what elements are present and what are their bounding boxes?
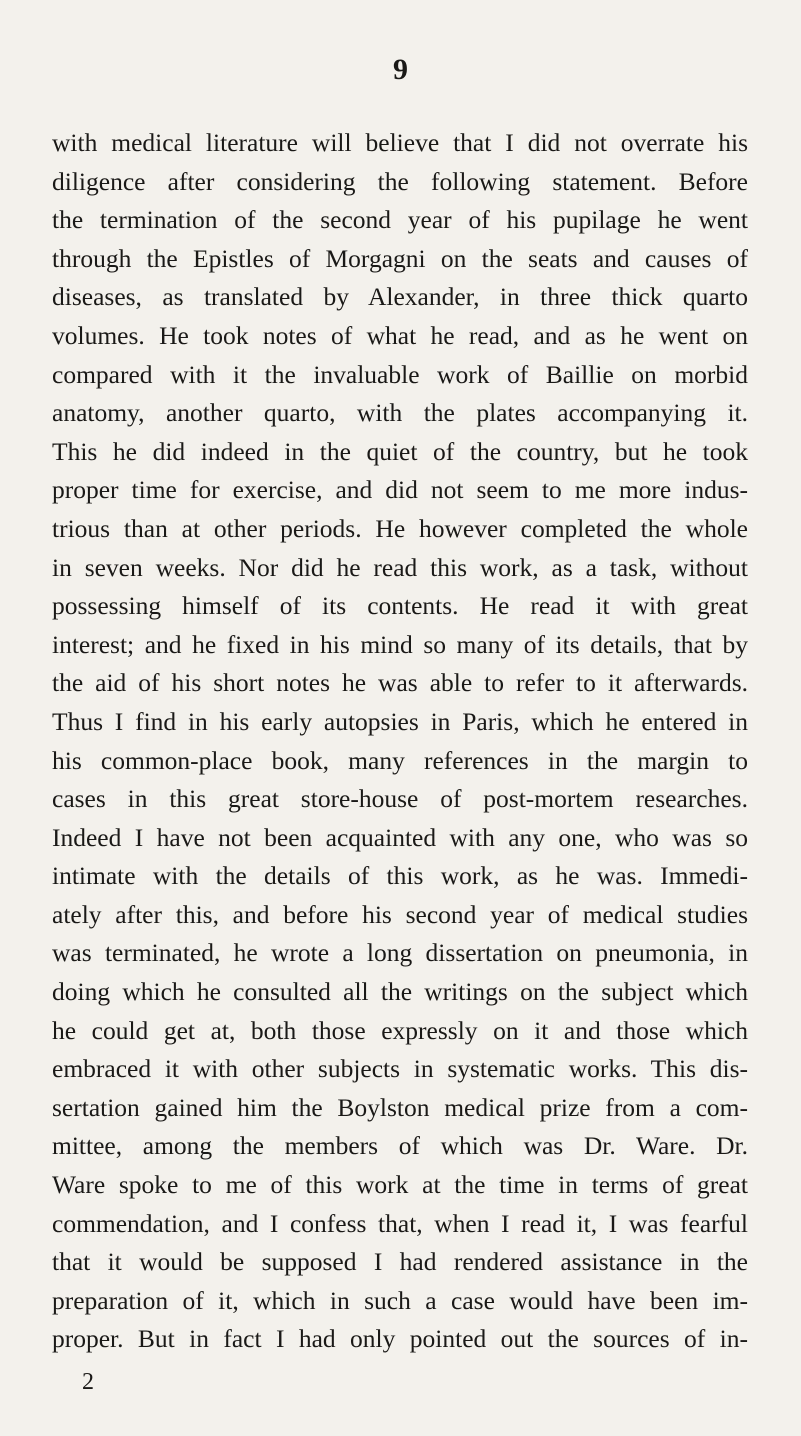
text-line: diseases, as translated by Alexander, in three thick quarto xyxy=(52,282,748,312)
text-line: in seven weeks. Nor did he read this work, as a task, without xyxy=(52,552,748,582)
text-line: trious than at other periods. He however completed the whole xyxy=(52,513,748,543)
text-line: the aid of his short notes he was able to refer to it afterwards. xyxy=(52,668,748,698)
text-line: compared with it the invaluable work of Baillie on morbid xyxy=(52,359,748,389)
text-line: Ware spoke to me of this work at the time in terms of great xyxy=(52,1170,748,1200)
page-number: 9 xyxy=(393,53,408,86)
text-line: intimate with the details of this work, as he was. Immedi- xyxy=(52,861,748,891)
text-line: embraced it with other subjects in systematic works. This dis- xyxy=(52,1054,748,1084)
text-line: interest; and he fixed in his mind so many of its details, that by xyxy=(52,629,748,659)
text-line: he could get at, both those expressly on it and those which xyxy=(52,1015,748,1045)
text-line: the termination of the second year of his pupilage he went xyxy=(52,205,748,235)
text-line: Thus I find in his early autopsies in Paris, which he entered in xyxy=(52,706,748,736)
text-line: preparation of it, which in such a case would have been im- xyxy=(52,1285,748,1315)
text-line: anatomy, another quarto, with the plates accompanying it. xyxy=(52,398,748,428)
text-line: volumes. He took notes of what he read, and as he went on xyxy=(52,320,748,350)
text-line: This he did indeed in the quiet of the country, but he took xyxy=(52,436,748,466)
text-line: proper. But in fact I had only pointed out the sources of in- xyxy=(52,1324,748,1354)
body-text xyxy=(52,124,748,1359)
text-line: cases in this great store-house of post-mortem researches. xyxy=(52,784,748,814)
text-line: with medical literature will believe that I did not overrate his xyxy=(52,128,748,157)
text-line: that it would be supposed I had rendered assistance in the xyxy=(52,1247,748,1277)
text-line: commendation, and I confess that, when I read it, I was fearful xyxy=(52,1208,748,1238)
text-line: proper time for exercise, and did not seem to me more indus- xyxy=(52,475,748,505)
text-line: ately after this, and before his second year of medical studies xyxy=(52,899,748,929)
text-line: mittee, among the members of which was Dr. Ware. Dr. xyxy=(52,1131,748,1161)
signature-mark: 2 xyxy=(82,1369,94,1395)
text-line: Indeed I have not been acquainted with any one, who was so xyxy=(52,822,748,852)
text-line: his common-place book, many references in the margin to xyxy=(52,745,748,775)
text-line: sertation gained him the Boylston medical prize from a com- xyxy=(52,1092,748,1122)
text-line: doing which he consulted all the writings on the subject which xyxy=(52,977,748,1007)
text-line: through the Epistles of Morgagni on the seats and causes of xyxy=(52,243,748,273)
text-line: possessing himself of its contents. He read it with great xyxy=(52,591,748,621)
text-line: diligence after considering the following statement. Before xyxy=(52,166,748,196)
text-line: was terminated, he wrote a long dissertation on pneumonia, in xyxy=(52,938,748,968)
